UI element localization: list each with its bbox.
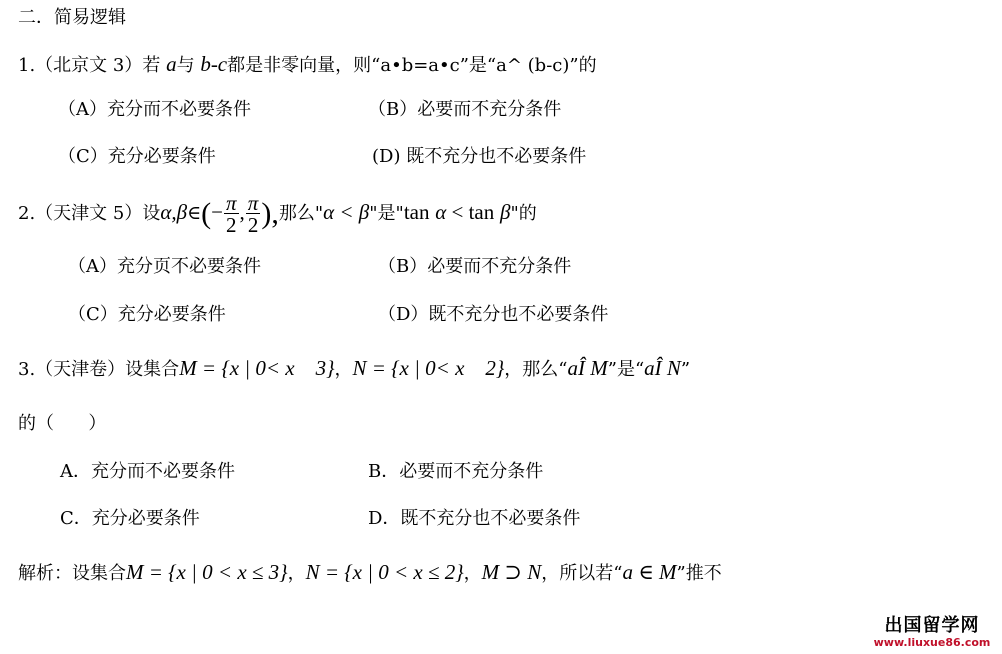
question-2-stem <box>18 188 537 238</box>
watermark-title: 出国留学网 <box>884 615 980 636</box>
q2-option-a: （A）充分页不必要条件 <box>68 256 261 277</box>
question-1-stem <box>18 52 597 78</box>
q2-frac1-den: 2 <box>226 212 237 237</box>
q2-paren-close: ), <box>261 197 279 230</box>
analysis-text <box>18 560 722 586</box>
q3-option-c: C．充分必要条件 <box>60 508 200 529</box>
analysis-sep-1: ， <box>287 563 306 584</box>
q2-mid: 那么" <box>278 203 324 224</box>
analysis-set-m: M = {x | 0 < x ≤ 3} <box>126 560 288 584</box>
section-title: 二．简易逻辑 <box>18 7 126 28</box>
q1-option-b: （B）必要而不充分条件 <box>368 99 562 120</box>
q2-frac1-num: π <box>226 190 237 215</box>
q2-fraction-1 <box>224 190 239 237</box>
q2-tan-2: tan <box>468 200 495 224</box>
q3-sep: ， <box>334 359 353 380</box>
q2-option-b: （B）必要而不充分条件 <box>378 256 572 277</box>
q3-option-b: B．必要而不充分条件 <box>368 461 544 482</box>
q2-suffix: "的 <box>510 203 537 224</box>
q1-mid1: 与 <box>176 55 201 76</box>
watermark-logo <box>862 616 1002 654</box>
q1-var-a: a <box>166 52 177 76</box>
q1-var-bc: b-c <box>200 52 228 76</box>
q2-paren-open: ( <box>201 197 212 230</box>
analysis-suffix: ”推不 <box>676 563 722 584</box>
q1-option-d: (D) 既不充分也不必要条件 <box>372 146 587 167</box>
q2-frac2-num: π <box>247 190 259 215</box>
q2-frac2-den: 2 <box>247 212 259 237</box>
analysis-sep-2: ， <box>463 563 482 584</box>
analysis-condition: a ∈ M <box>622 560 677 584</box>
q2-prefix: 2.（天津文 5）设 <box>18 203 161 224</box>
q3-option-a: A．充分而不必要条件 <box>60 461 235 482</box>
q1-option-a: （A）充分而不必要条件 <box>58 99 251 120</box>
q1-prefix: 1.（北京文 3）若 <box>18 55 167 76</box>
q2-vars: α,β <box>160 200 188 224</box>
q3-mid2: ”是“ <box>607 359 645 380</box>
q2-option-c: （C）充分必要条件 <box>68 304 226 325</box>
q2-less-than: < <box>446 200 469 224</box>
q2-fraction-2 <box>246 190 261 237</box>
q3-mid: ，那么“ <box>504 359 568 380</box>
q1-option-c: （C）充分必要条件 <box>58 146 216 167</box>
q2-comma: , <box>239 200 245 224</box>
q2-beta: β <box>499 200 511 224</box>
q3-suffix: ” <box>680 359 691 380</box>
analysis-relation: M ⊃ N <box>481 560 542 584</box>
q3-prefix: 3.（天津卷）设集合 <box>18 359 180 380</box>
analysis-prefix: 解析：设集合 <box>18 563 126 584</box>
q3-stem-line-2: 的（ ） <box>18 413 107 434</box>
analysis-mid: ，所以若“ <box>541 563 623 584</box>
q2-option-d: （D）既不充分也不必要条件 <box>378 304 609 325</box>
q2-tan-1: tan <box>403 200 430 224</box>
q2-mid2: "是" <box>369 203 404 224</box>
q3-cond1: aÎ M <box>567 356 608 380</box>
q3-option-d: D．既不充分也不必要条件 <box>368 508 581 529</box>
q2-cond1: α < β <box>323 200 370 224</box>
q3-set-n: N = {x | 0< x 2} <box>352 356 505 380</box>
q1-mid2: 都是非零向量，则“a•b=a•c”是“a^ (b-c)”的 <box>227 55 597 76</box>
question-3-stem <box>18 356 690 382</box>
q2-in-symbol: ∈ <box>187 202 202 224</box>
q3-cond2: aÎ N <box>644 356 681 380</box>
watermark-url: www.liuxue86.com <box>873 636 991 649</box>
q2-alpha: α <box>435 200 447 224</box>
q2-neg: − <box>211 200 224 224</box>
q3-set-m: M = {x | 0< x 3} <box>179 356 335 380</box>
analysis-set-n: N = {x | 0 < x ≤ 2} <box>305 560 464 584</box>
